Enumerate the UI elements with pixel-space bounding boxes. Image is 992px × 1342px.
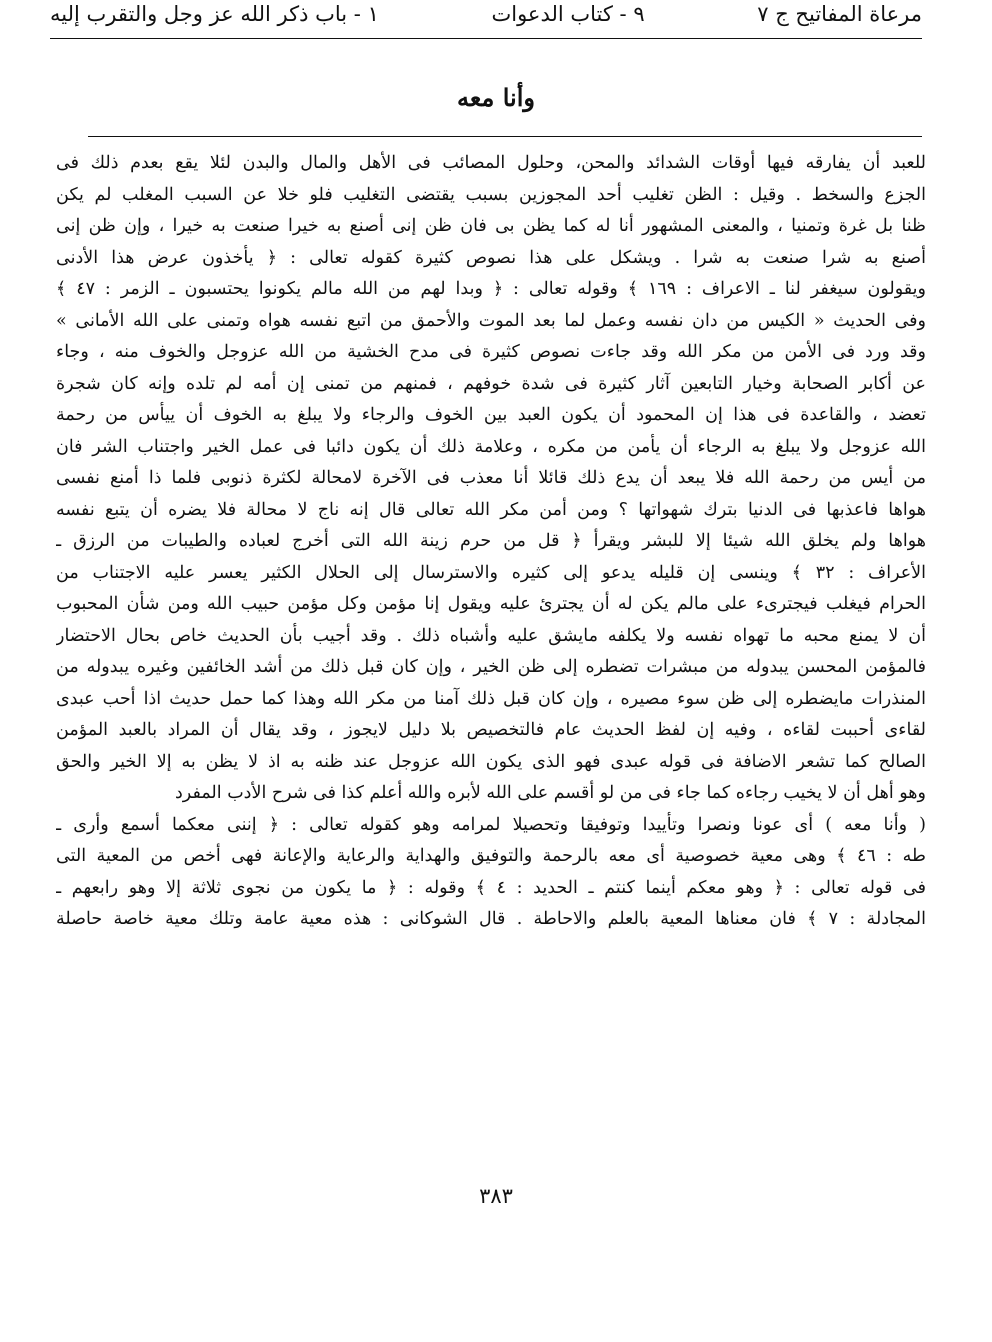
page-number: ٣٨٣ (479, 1184, 513, 1208)
text-line: طه : ٤٦ ﴾ وهى معية خصوصية أى معه بالرحمة والتوفيق والهداية والرعاية والإعانة فهى أخص من المعية التى (56, 846, 926, 866)
text-line: المنذرات مايضطره إلى ظن سوء مصيره ، وإن كان قبل ذلك آمنا من مكر الله وهذا كما حمل حديث اذا أحب عبدى (56, 688, 926, 709)
text-line: المجادلة : ٧ ﴾ فان معناها المعية بالعلم والاحاطة . قال الشوكانى : هذه معية عامة وتلك معية خاصة حاصلة (56, 909, 926, 929)
running-header (50, 0, 922, 38)
text-line: وفى الحديث « الكيس من دان نفسه وعمل لما بعد الموت والأحمق من اتبع نفسه هواه وتمنى على الله الأمانى » (56, 310, 926, 331)
text-line: ويقولون سيغفر لنا ـ الاعراف : ١٦٩ ﴾ وقوله تعالى : ﴿ وبدا لهم من الله مالم يكونوا يحتسبون ـ الزمر : ٤٧ ﴾ (56, 279, 926, 299)
text-line: أن لا يمنع محبه ما تهواه نفسه ولا يكلفه مايشق عليه وأشباه ذلك . وقد أجيب بأن الحديث خاص بحال الاحتضار (56, 625, 926, 646)
chapter-title: وأنا معه (457, 83, 535, 112)
text-line: فى قوله تعالى : ﴿ وهو معكم أينما كنتم ـ الحديد : ٤ ﴾ وقوله : ﴿ ما يكون من نجوى ثلاثة إلا وهو رابعهم ـ (56, 877, 926, 898)
text-line: أصنع به شرا صنعت به شرا . ويشكل على هذا نصوص كثيرة كقوله تعالى : ﴿ يأخذون عرض هذا الأدنى (56, 247, 926, 268)
text-line: ظنا بل غرة وتمنيا ، والمعنى المشهور أنا له كما يظن بى فان ظن إنى أصنع به خيرا صنعت به خيرا ، وإن ظن إنى (56, 216, 926, 236)
text-line: الجزع والسخط . وقيل : الظن تغليب أحد المجوزين بسبب يقتضى التغليب فلو خلا عن السبب المغلب لم يكن (56, 184, 926, 205)
text-line: فالمؤمن المحسن يبدوله من مبشرات تضطره إلى ظن الخير ، وإن كان قبل ذلك من أشد الخائفين وغيره يبدوله من (56, 657, 926, 677)
text-line: للعبد أن يفارقه فيها أوقات الشدائد والمحن، وحلول المصائب فى الأهل والمال والبدن لئلا يقع بعدم ذلك فى (56, 153, 926, 173)
header-book-section: ٩ - كتاب الدعوات (491, 2, 645, 26)
header-chapter-ref: ١ - باب ذكر الله عز وجل والتقرب إليه (50, 2, 379, 26)
text-line: هواها فاعذبها فى الدنيا بترك شهواتها ؟ ومن أمن مكر الله تعالى قال إنه ناج لا محالة فلا يضره أن يتبع نفسه (56, 499, 926, 520)
text-line: وقد ورد فى الأمن من مكر الله وقد جاءت نصوص كثيرة فى مدح الخشية من الله عزوجل والخوف منه ، وجاء (56, 342, 926, 362)
text-line: الحرام فيغلب فيجترىء على مالم يكن له أن يجترئ عليه ويقول إنا مؤمن وكل مؤمن حبيب الله ومن شأن المحبوب (56, 594, 926, 614)
text-line: ( وأنا معه ) أى عونا ونصرا وتأييدا وتوفيقا وتحصيلا لمرامه وهو كقوله تعالى : ﴿ إننى معكما أسمع وأرى ـ (56, 814, 926, 835)
text-line: الصالح كما تشعر الاضافة فى قوله عبدى فهو الذى يكون الله عزوجل عند ظنه به اذ لا يظن به إلا الخير والحق (56, 751, 926, 772)
text-line: لقاءى أحببت لقاءه ، وفيه إن لفظ الحديث عام فالتخصيص بلا دليل لايجوز ، وقد يقال أن المراد بالعبد المؤمن (56, 720, 926, 740)
header-book-title: مرعاة المفاتيح ج ٧ (757, 2, 922, 26)
title-rule (88, 136, 922, 137)
text-line: هواها ولم يخلق الله شيئا إلا للبشر ويقرأ ﴿ قل من حرم زينة الله التى أخرج لعباده والطيبات من الرزق ـ (56, 531, 926, 551)
text-line: تعضد ، والقاعدة فى هذا إن المحمود أن يكون العبد بين الخوف والرجاء ولا يبلغ به الخوف أن ييأس من رحمة (56, 405, 926, 425)
text-line: الأعراف : ٣٢ ﴾ وينسى إن قليله يدعو إلى كثيره والاسترسال إلى الحلال الكثير يعسر عليه الاجتناب من (56, 562, 926, 583)
text-line: وهو أهل أن لا يخيب رجاءه كما جاء فى من لو أقسم على الله لأبره والله أعلم كذا فى شرح الأدب المفرد (175, 783, 926, 803)
body-text (56, 148, 926, 936)
text-line: الله عزوجل ولا يبلغ به الرجاء أن يأمن من مكره ، وعلامة ذلك أن يكون دائبا فى عمل الخير واجتناب الشر فان (56, 436, 926, 457)
text-line: عن أكابر الصحابة وخيار التابعين آثار كثيرة فى شدة خوفهم ، فمنهم من تمنى إن أمه لم تلده وإنه كان شجرة (56, 373, 926, 394)
header-rule (50, 38, 922, 39)
text-line: من أيس من رحمة الله فلا يبعد أن يدع ذلك قائلا أنا معذب فى الآخرة لامحالة لكثرة ذنوبى فلما ذا أمنع نفسى (56, 468, 926, 488)
